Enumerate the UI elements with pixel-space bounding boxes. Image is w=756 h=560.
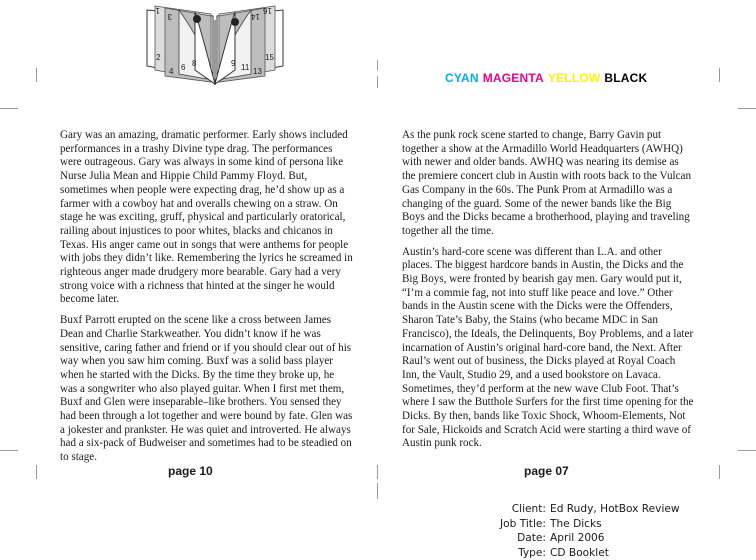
body-paragraph: Gary was an amazing, dramatic performer. Early shows included performances in a trashy Divine type drag. The performances were outrageous. Gary was always in some kind of persona like Nurse Julia Mean and Hippie Child Pammy Floyd. But, sometimes when people were expecting drag, he’d show up as a farmer with a cowboy hat and overalls chewing on a straw. On stage he was exciting, gruff, physical and particularly oratorical, railing about injustices to poor whites, blacks and chicanos in Texas. His anger came out in songs that were anthems for people with jobs they didn’t like. Remembering the lyrics he screamed in righteous anger made drudgery more bearable. Gary had a very strong voice with a richness that hinted at the singer he would become later. (60, 129, 353, 306)
booklet-page-number: 13 (253, 67, 262, 76)
booklet-page-number: 15 (265, 53, 274, 62)
booklet-page-number: 9 (231, 59, 236, 68)
booklet-page-number: 11 (241, 63, 250, 72)
right-page-number: page 07 (524, 464, 569, 478)
left-page-number: page 10 (168, 464, 213, 478)
job-info-row (450, 531, 690, 546)
date-value: April 2006 (550, 532, 605, 545)
booklet-page-number: 2 (156, 53, 161, 62)
job-info (450, 502, 690, 560)
fold-mark (377, 60, 378, 70)
crop-mark (0, 450, 18, 451)
crop-mark (738, 450, 756, 451)
booklet-page-number: 14 (251, 12, 260, 21)
job-info-row (450, 517, 690, 532)
job-title-label: Job Title: (500, 517, 546, 530)
cmyk-color-bar (445, 71, 651, 85)
booklet-page-number: 6 (181, 63, 186, 72)
booklet-page-number: 16 (263, 6, 272, 15)
booklet-page-number: 1 (155, 6, 160, 15)
crop-mark (36, 68, 37, 82)
crop-mark (719, 465, 720, 479)
crop-mark (0, 108, 18, 109)
fold-mark (377, 76, 378, 88)
fold-mark (377, 483, 378, 499)
body-paragraph: Austin’s hard-core scene was different than L.A. and other places. The biggest hardcore bands in Austin, the Dicks and the Big Boys, were fronted by bearish gay men. Gary would put it, “I’m a commie fag, not into stuff like peace and love.” Other bands in the Austin scene with the Dicks were the Offenders, Sharon Tate’s Baby, the Stains (who became MDC in San Francisco), the Ideals, the Delinquents, Boy Problems, and a later incarnation of Austin’s original hard-core band, the Next. After Raul’s went out of business, the Dicks played at Royal Coach Inn, the Vault, Studio 29, and a used bookstore on Lavaca. Sometimes, they’d perform at the new wave Club Foot. That’s where I saw the Butthole Surfers for the first time opening for the Dicks. By then, bands like Toxic Shock, Whoom-Elements, Not for Sale, Hickoids and Scratch Acid were starting a third wave of Austin punk rock. (402, 245, 694, 450)
job-info-row (450, 546, 690, 560)
client-value: Ed Rudy, HotBox Review (550, 503, 680, 515)
left-page-body (60, 129, 354, 472)
magenta-label: MAGENTA (482, 71, 544, 85)
cyan-label: CYAN (445, 71, 479, 85)
yellow-label: YELLOW (547, 71, 601, 85)
type-label: Type: (518, 546, 546, 559)
date-label: Date: (517, 532, 546, 545)
booklet-page-number: 4 (169, 67, 174, 76)
body-paragraph: As the punk rock scene started to change, Barry Gavin put together a show at the Armadillo World Headquarters (AWHQ) with newer and older bands. AWHQ was nearing its demise as the premiere concert club in Austin with roots back to the Vulcan Gas Company in the 60s. The Punk Prom at Armadillo was a changing of the guard. Some of the newer bands like the Big Boys and the Dicks became a brotherhood, playing and traveling together all the time. (402, 129, 692, 237)
job-title-value: The Dicks (550, 517, 602, 530)
crop-mark (36, 465, 37, 479)
crop-mark (738, 108, 756, 109)
type-value: CD Booklet (550, 546, 609, 559)
right-page-body (402, 129, 694, 458)
booklet-pagination-icon (145, 0, 285, 86)
black-label: BLACK (604, 71, 648, 85)
crop-mark (719, 68, 720, 82)
body-paragraph: Buxf Parrott erupted on the scene like a cross between James Dean and Charlie Starkweather. You didn’t know if he was sensitive, caring father and friend or if you should clear out of his way when you saw him coming. Buxf was a solid bass player when he started with the Dicks. By the time they broke up, he was a songwriter who also played guitar. When I first met them, Buxf and Glen were inseparable–like brothers. You sensed they had been through a lot together and were bound by fate. Glen was a jokester and prankster. He was quiet and introverted. He always had a six-pack of Budweiser and sometimes had to be steadied on to stage. (60, 314, 353, 464)
booklet-page-number: 8 (192, 59, 197, 68)
booklet-page-number: 3 (167, 12, 172, 21)
client-label: Client: (511, 503, 546, 515)
fold-mark (377, 465, 378, 479)
job-info-row (450, 502, 690, 517)
